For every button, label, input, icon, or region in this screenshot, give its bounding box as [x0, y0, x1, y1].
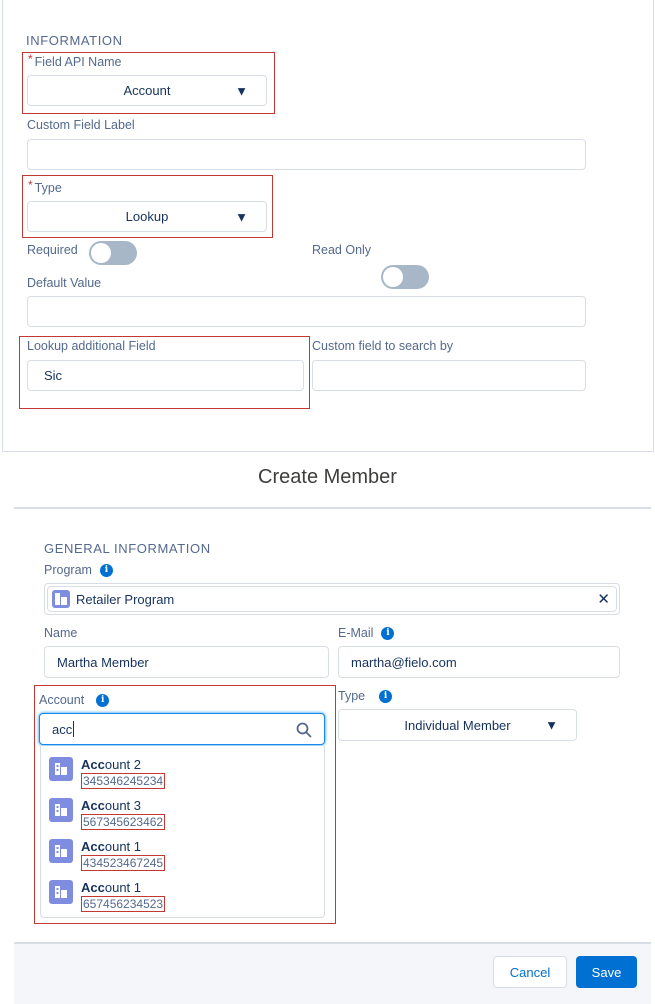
read-only-toggle[interactable] — [381, 265, 429, 289]
default-value-label: Default Value — [27, 276, 102, 290]
info-icon[interactable]: i — [100, 564, 113, 577]
default-value-input[interactable] — [27, 296, 586, 327]
search-icon[interactable] — [296, 722, 312, 738]
required-label: Required — [27, 243, 78, 257]
information-section-title: INFORMATION — [26, 33, 123, 48]
required-mark: * — [28, 178, 33, 192]
account-search-value: acc — [52, 721, 73, 737]
result-number: 345346245234 — [83, 774, 164, 788]
email-label — [338, 626, 394, 640]
member-type-label-text: Type — [338, 689, 366, 703]
lookup-additional-field-input[interactable]: Sic — [27, 360, 304, 391]
email-input[interactable]: martha@fielo.com — [338, 646, 620, 678]
custom-search-field-input[interactable] — [312, 360, 586, 391]
account-icon — [49, 798, 73, 822]
account-icon — [49, 839, 73, 863]
account-search-input[interactable] — [39, 713, 325, 745]
account-results-dropdown — [40, 746, 325, 918]
info-icon[interactable]: i — [379, 690, 392, 703]
result-name: Account 1 — [81, 880, 142, 895]
program-value: Retailer Program — [76, 591, 175, 607]
text-cursor — [73, 721, 74, 737]
caret-down-icon: ▼ — [545, 717, 558, 733]
caret-down-icon: ▼ — [235, 209, 248, 224]
program-label — [44, 563, 113, 577]
close-icon[interactable]: ✕ — [597, 591, 610, 608]
type-label-text: Type — [34, 181, 62, 195]
result-name: Account 2 — [81, 757, 142, 772]
field-api-name-select[interactable] — [27, 75, 267, 106]
type-value: Lookup — [125, 209, 169, 224]
member-type-select[interactable] — [338, 709, 577, 741]
required-mark: * — [28, 52, 33, 66]
account-label-text: Account — [39, 693, 85, 707]
toggle-knob — [383, 267, 403, 287]
list-item[interactable] — [49, 880, 165, 913]
program-label-text: Program — [44, 563, 92, 577]
account-label — [39, 693, 109, 707]
account-icon — [49, 757, 73, 781]
modal-header-divider — [14, 507, 651, 509]
info-icon[interactable]: i — [381, 627, 394, 640]
modal-title: Create Member — [258, 466, 397, 488]
read-only-label: Read Only — [312, 243, 372, 257]
list-item[interactable] — [49, 798, 165, 831]
custom-field-label-input[interactable] — [27, 139, 586, 170]
caret-down-icon: ▼ — [235, 83, 248, 98]
result-number: 657456234523 — [83, 897, 164, 911]
type-select[interactable] — [27, 201, 267, 232]
required-toggle[interactable] — [89, 241, 137, 265]
field-api-name-value: Account — [123, 83, 171, 98]
program-pill[interactable] — [47, 586, 617, 612]
result-number: 434523467245 — [83, 856, 164, 870]
member-type-value: Individual Member — [404, 717, 511, 733]
type-label — [28, 178, 62, 195]
custom-field-label-label: Custom Field Label — [27, 118, 135, 132]
info-icon[interactable]: i — [96, 694, 109, 707]
toggle-knob — [91, 243, 111, 263]
list-item[interactable] — [49, 839, 165, 872]
general-information-title: GENERAL INFORMATION — [44, 541, 211, 556]
lookup-additional-field-label: Lookup additional Field — [27, 339, 156, 353]
member-type-label — [338, 689, 392, 703]
field-api-name-label-text: Field API Name — [34, 55, 122, 69]
list-item[interactable] — [49, 757, 165, 790]
save-button[interactable]: Save — [576, 956, 637, 988]
name-label: Name — [44, 626, 78, 640]
account-icon — [49, 880, 73, 904]
program-icon — [52, 590, 70, 608]
cancel-button[interactable]: Cancel — [493, 956, 567, 988]
result-name: Account 1 — [81, 839, 142, 854]
custom-search-field-label: Custom field to search by — [312, 339, 454, 353]
program-lookup[interactable] — [44, 583, 620, 615]
field-api-name-label — [28, 52, 122, 69]
result-name: Account 3 — [81, 798, 142, 813]
name-input[interactable]: Martha Member — [44, 646, 329, 678]
result-number: 567345623462 — [83, 815, 164, 829]
email-label-text: E-Mail — [338, 626, 374, 640]
